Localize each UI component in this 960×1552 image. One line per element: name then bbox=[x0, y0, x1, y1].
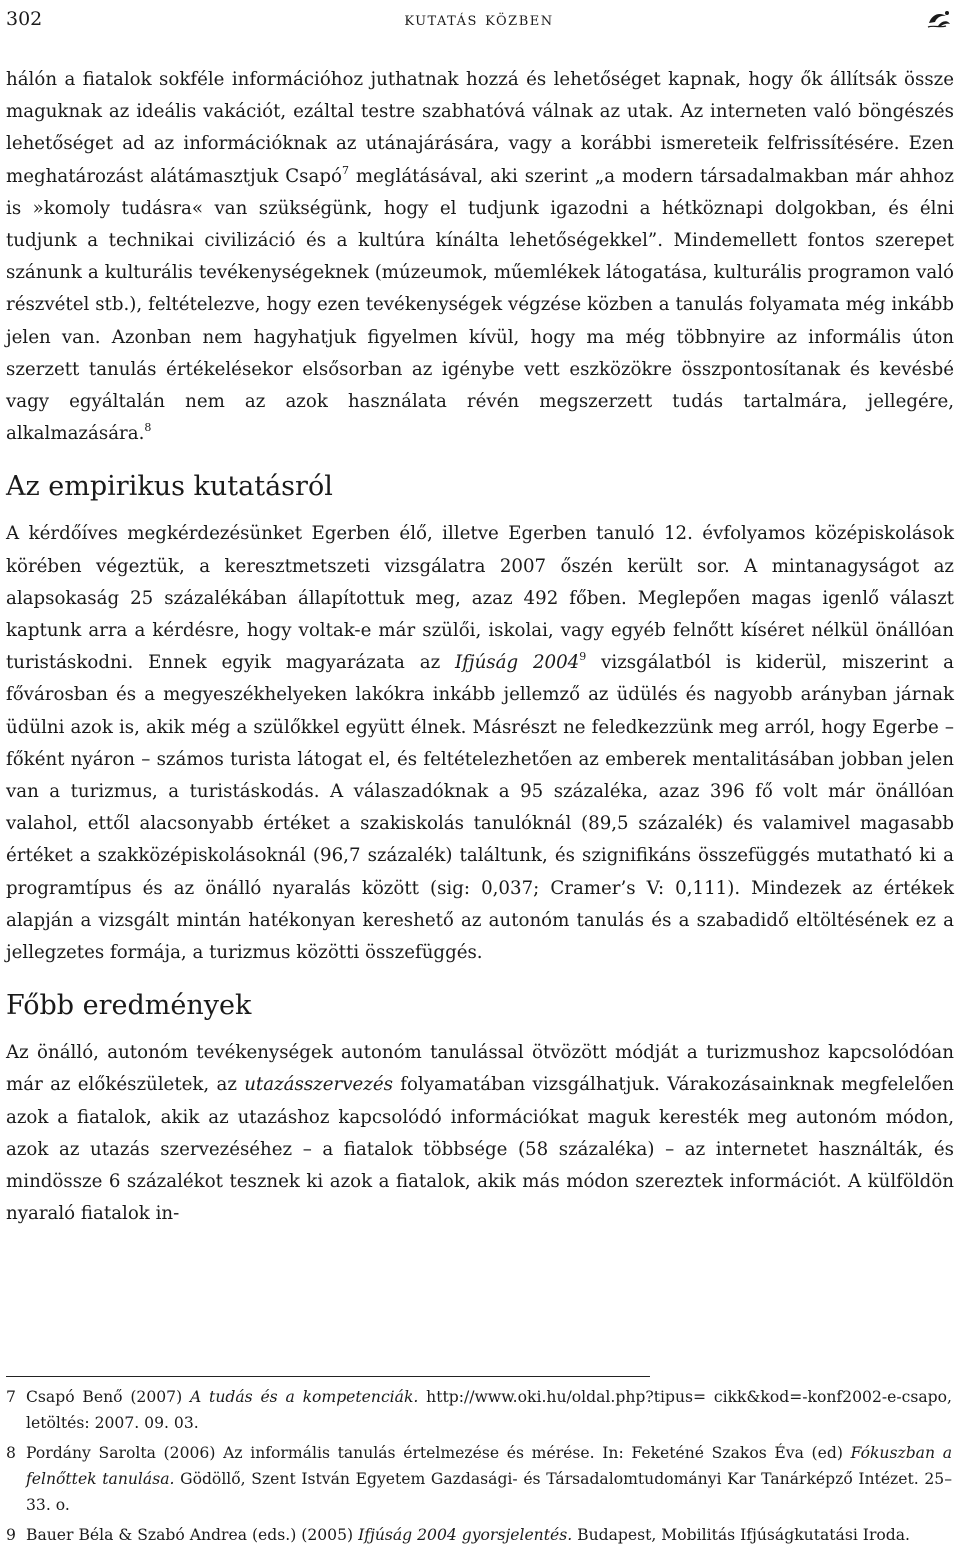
footnote-number: 8 bbox=[6, 1444, 16, 1462]
paragraph bbox=[6, 518, 954, 969]
text-run: hálón a fiatalok sokféle információhoz juthatnak hozzá és lehetőséget kapnak, hogy ők állítsák össze maguknak az ideális vakációt, ezáltal testre szabhatóvá válnak az utak. Az interneten való böngészés lehetőséget ad az információknak az utánajárására, vagy a korábbi ismereteik felfrissítésére. Ezen meghatározást alátámasztjuk Csapó bbox=[6, 69, 954, 187]
italic-title: A tudás és a kompetenciák. bbox=[189, 1388, 419, 1406]
italic-term: utazásszervezés bbox=[244, 1074, 393, 1096]
text-run: vizsgálatból is kiderül, miszerint a fővárosban és a megyeszékhelyeken lakókra inkább jellemző az üdülés és nagyobb arányban járnak üdülni azok is, akik még a szülőkkel együtt élnek. Másrészt ne feledkezzünk meg arról, hogy Egerbe – főként nyáron – számos turista látogat el, és feltételezhetően az emberek mentalitásában jobban jelen van a turizmus, a turistáskodás. A válaszadóknak a 95 százaléka, azaz 396 fő volt már önállóan valahol, ettől alacsonyabb értéket a szakiskolás tanulóknál (89,5 százalék) és valamivel magasabb értéket a szakközépiskolásoknál (96,7 százalék) találtunk, és szignifikáns összefüggés mutatható ki a programtípus és az önálló nyaralás között (sig: 0,037; Cramer’s V: 0,111). Mindezek az értékek alapján a vizsgált mintán hatékonyan kereshető az autonóm tanulás és a szabadidő eltöltésének ez a jellegzetes formája, a turizmus közötti összefüggés. bbox=[6, 652, 954, 964]
footnote bbox=[6, 1384, 952, 1436]
text-run: Az önálló, autonóm tevékenységek autonóm tanulással ötvözött módját a turizmushoz kapcsolódóan már az előkészületek, az bbox=[6, 1042, 954, 1096]
main-text bbox=[6, 64, 954, 1231]
footnote-number: 7 bbox=[6, 1388, 16, 1406]
paragraph bbox=[6, 64, 954, 450]
section-heading: Főbb eredmények bbox=[6, 990, 252, 1022]
text-run: Bauer Béla & Szabó Andrea (eds.) (2005) bbox=[26, 1526, 359, 1544]
footnote-ref[interactable]: 9 bbox=[579, 650, 587, 664]
running-title: kutatás közben bbox=[404, 8, 554, 30]
text-run: folyamatában vizsgálhatjuk. Várakozásainknak megfelelően azok a fiatalok, akik az utazáshoz kapcsolódó információkat maguk keresték meg autonóm módon, azok az utazás szervezéséhez – a fiatalok többsége (58 százaléka) – az internetet használták, és mindössze 6 százalékot tesznek ki azok a fiatalok, akik más módon szereztek információt. A külföldön nyaraló fiatalok in- bbox=[6, 1074, 954, 1225]
footnote-divider bbox=[6, 1376, 650, 1377]
footnote bbox=[6, 1440, 952, 1518]
section-heading: Az empirikus kutatásról bbox=[6, 471, 333, 503]
running-head bbox=[6, 4, 952, 34]
text-run: http://www.oki.hu/oldal.php?tipus= cikk&kod=-konf2002-e-csapo, letöltés: 2007. 09. 03. bbox=[26, 1388, 952, 1432]
text-run: Csapó Benő (2007) bbox=[26, 1388, 190, 1406]
text-run: A kérdőíves megkérdezésünket Egerben élő, illetve Egerben tanuló 12. évfolyamos középiskolások körében végeztük, a keresztmetszeti vizsgálatra 2007 őszén került sor. A mintanagyságot az alapsokaság 25 százalékában állapítottuk meg, azaz 492 főben. Meglepően magas igenlő választ kaptunk arra a kérdésre, hogy voltak-e már szülői, iskolai, vagy egyéb felnőtt kíséret nélkül önállóan turistáskodni. Ennek egyik magyarázata az bbox=[6, 523, 954, 674]
footnote bbox=[6, 1522, 952, 1548]
text-run: meglátásával, aki szerint „a modern társadalmakban már ahhoz is »komoly tudásra« van szükségünk, hogy el tudjunk igazodni a hétköznapi dolgokban, és élni tudjunk a technikai civilizáció és a kultúra kínálta lehetőségekkel”. Mindemellett fontos szerepet szánunk a kulturális tevékenységeknek (múzeumok, műemlékek látogatása, kulturális programon való részvétel stb.), feltételezve, hogy ezen tevékenységek végzése közben a tanulás folyamata még inkább jelen van. Azonban nem hagyhatjuk figyelmen kívül, hogy ma még többnyire az informális úton szerzett tanulás értékelésekor elsősorban az igénybe vett eszközökre összpontosítanak és kevésbé vagy egyáltalán nem az azok használata révén megszerzett tudás tartalmára, jellegére, alkalmazására. bbox=[6, 165, 954, 445]
footnote-ref[interactable]: 7 bbox=[341, 163, 349, 177]
text-run: Budapest, Mobilitás Ifjúságkutatási Iroda. bbox=[572, 1526, 911, 1544]
paragraph bbox=[6, 1037, 954, 1230]
footnote-number: 9 bbox=[6, 1526, 16, 1544]
italic-title: Ifjúság 2004 gyorsjelentés. bbox=[358, 1526, 573, 1544]
italic-title: Fókuszban a felnőttek tanulása. bbox=[26, 1444, 952, 1488]
text-run: Gödöllő, Szent István Egyetem Gazdasági- és Társadalomtudományi Kar Tanárképző Intézet. 25–33. o. bbox=[26, 1470, 952, 1514]
text-run: Pordány Sarolta (2006) Az informális tanulás értelmezése és mérése. In: Feketéné Szakos Éva (ed) bbox=[26, 1444, 851, 1462]
page-number: 302 bbox=[6, 8, 43, 30]
footnote-ref[interactable]: 8 bbox=[144, 421, 152, 435]
italic-title: Ifjúság 2004 bbox=[455, 652, 580, 674]
footnotes bbox=[6, 1384, 952, 1552]
